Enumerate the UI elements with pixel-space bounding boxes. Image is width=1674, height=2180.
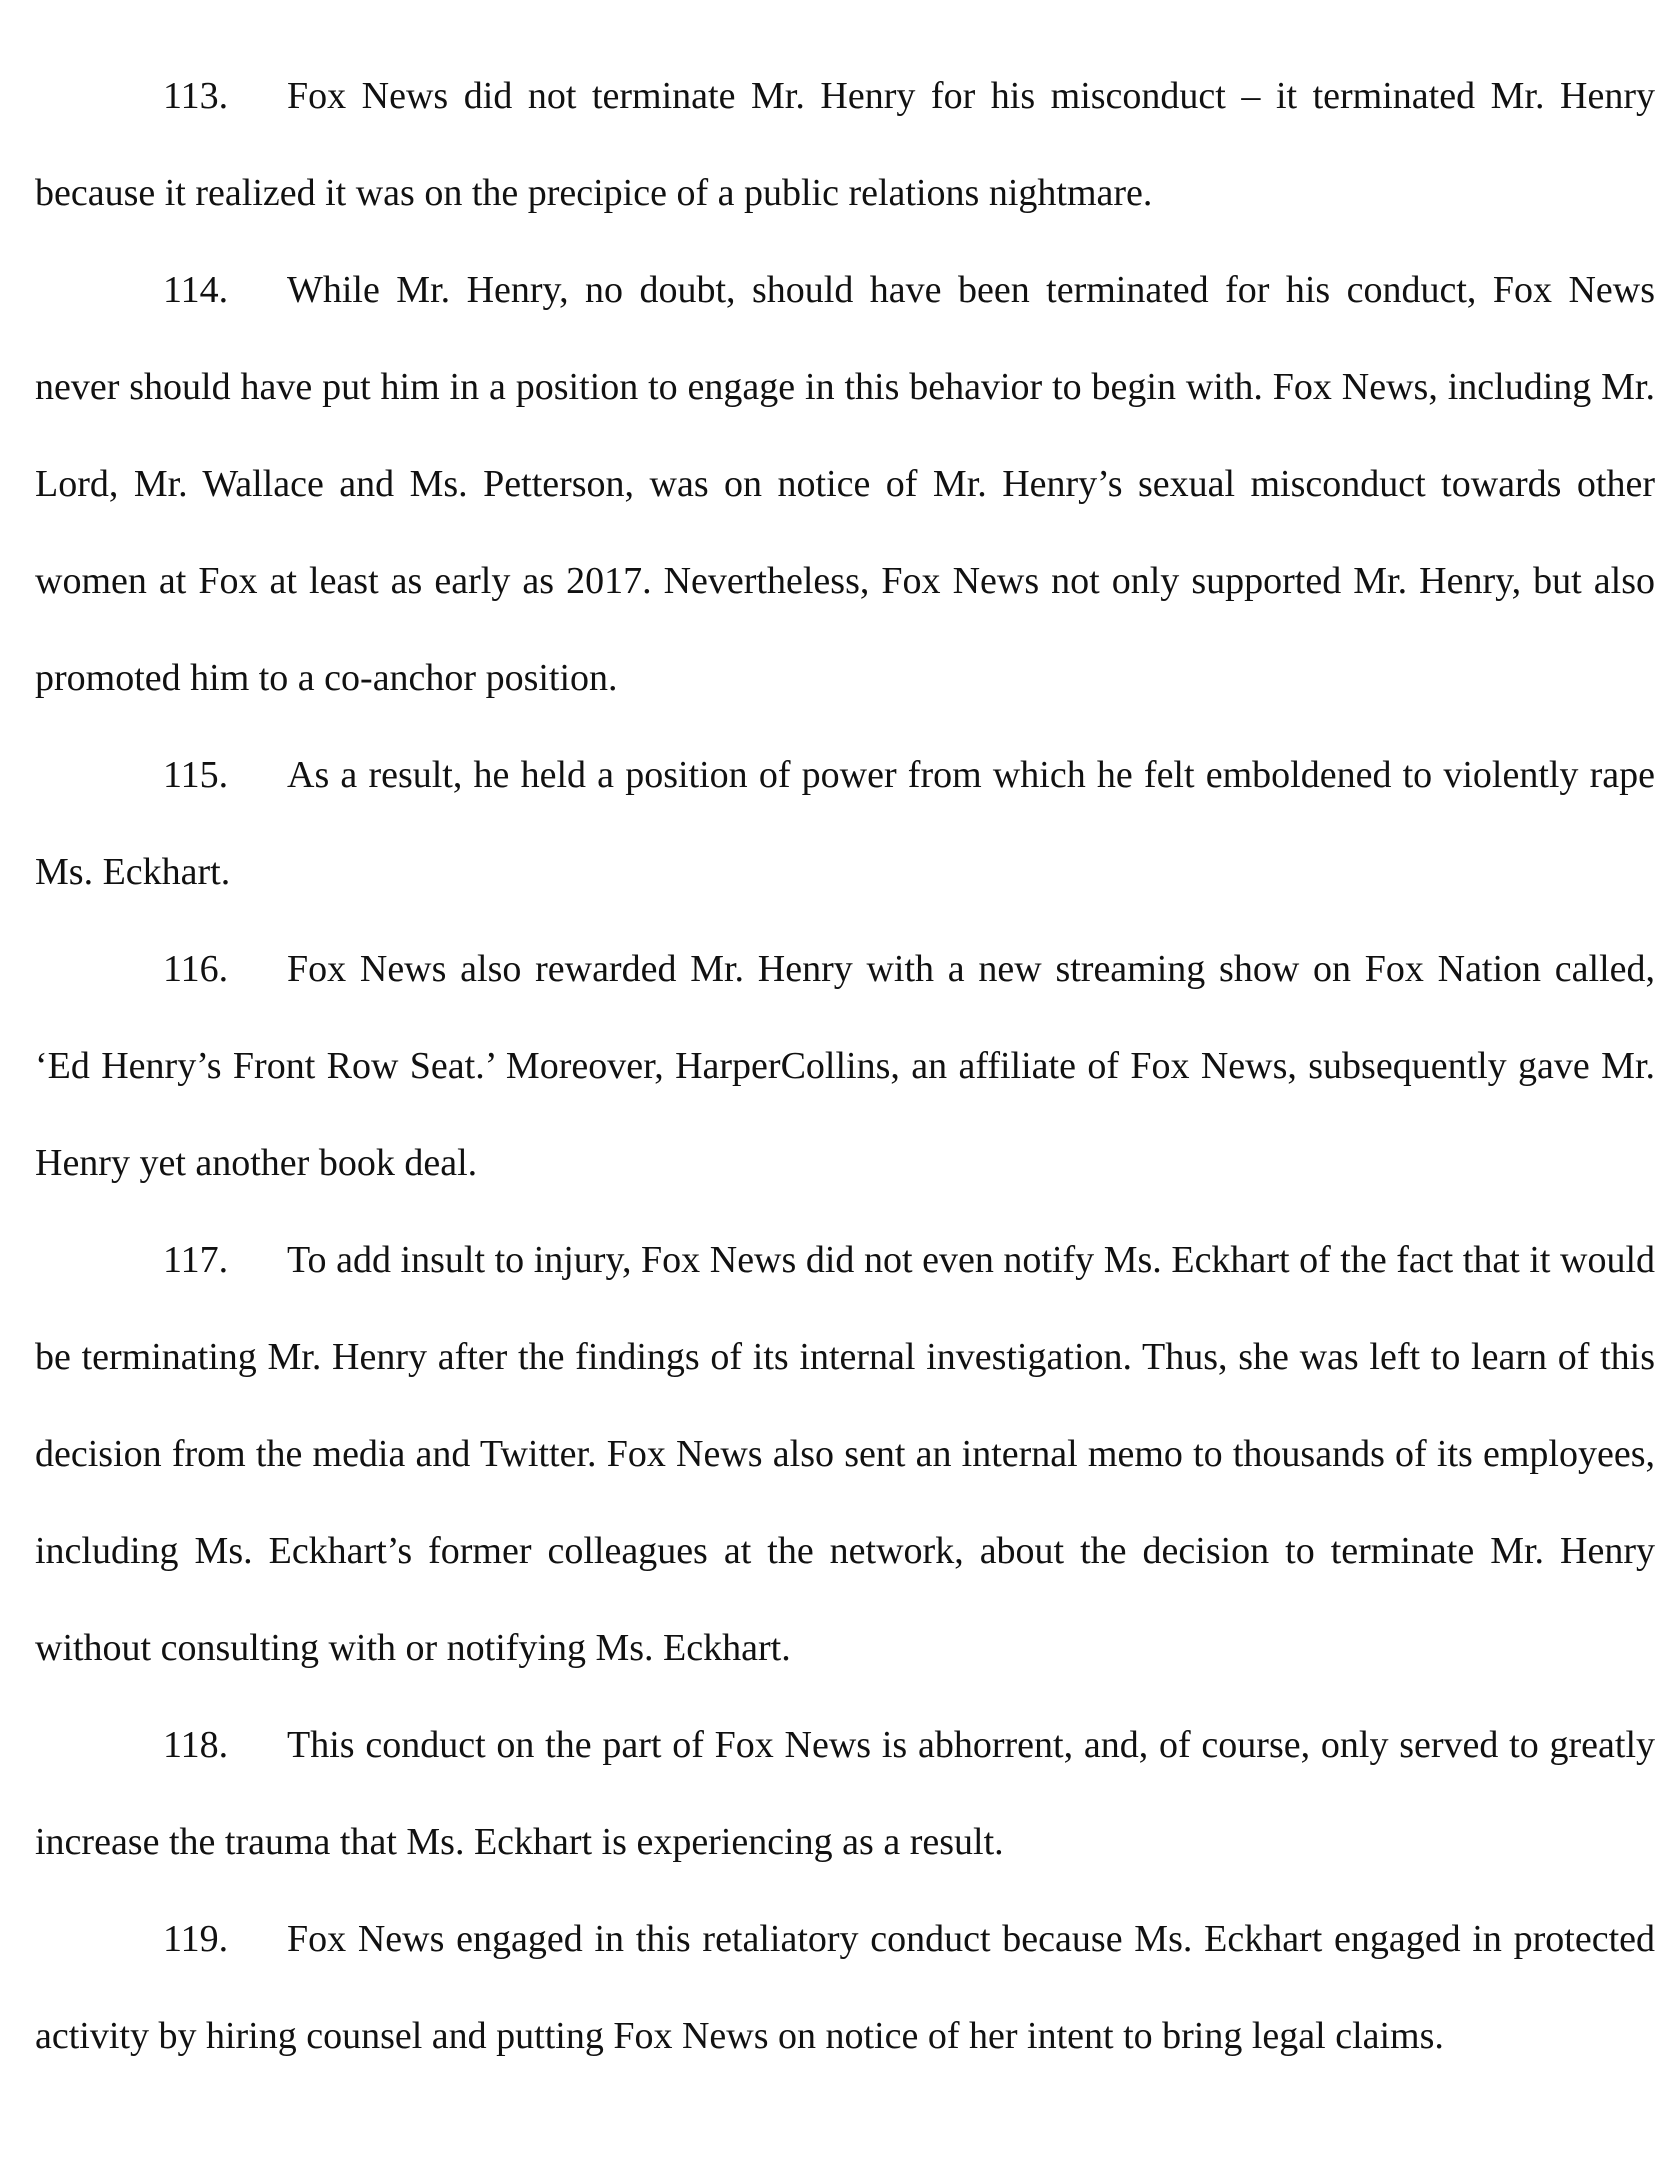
paragraph-text: While Mr. Henry, no doubt, should have been terminated for his conduct, Fox News never should have put him in a position to engage in this behavior to begin with. Fox News, including Mr. Lord, Mr. Wallace and Ms. Petterson, was on notice of Mr. Henry’s sexual misconduct towards other women at Fox at least as early as 2017. Nevertheless, Fox News not only supported Mr. Henry, but also promoted him to a co-anchor position. [35,269,1655,699]
paragraph-119 [35,1891,1655,2085]
paragraph-number: 113. [163,75,229,117]
paragraph-text: Fox News also rewarded Mr. Henry with a new streaming show on Fox Nation called, ‘Ed Henry’s Front Row Seat.’ Moreover, HarperCollins, an affiliate of Fox News, subsequently gave Mr. Henry yet another book deal. [35,948,1655,1184]
paragraph-text: To add insult to injury, Fox News did not even notify Ms. Eckhart of the fact that it would be terminating Mr. Henry after the findings of its internal investigation. Thus, she was left to learn of this decision from the media and Twitter. Fox News also sent an internal memo to thousands of its employees, including Ms. Eckhart’s former colleagues at the network, about the decision to terminate Mr. Henry without consulting with or notifying Ms. Eckhart. [35,1239,1655,1669]
paragraph-number: 117. [163,1239,229,1281]
paragraph-118 [35,1697,1655,1891]
document-page [35,48,1655,2085]
paragraph-number: 118. [163,1724,229,1766]
paragraph-text: Fox News did not terminate Mr. Henry for his misconduct – it terminated Mr. Henry because it realized it was on the precipice of a public relations nightmare. [35,75,1655,214]
paragraph-116 [35,921,1655,1212]
paragraph-115 [35,727,1655,921]
paragraph-text: As a result, he held a position of power from which he felt emboldened to violently rape Ms. Eckhart. [35,754,1655,893]
paragraph-117 [35,1212,1655,1697]
paragraph-number: 114. [163,269,229,311]
paragraph-number: 116. [163,948,229,990]
paragraph-text: Fox News engaged in this retaliatory conduct because Ms. Eckhart engaged in protected activity by hiring counsel and putting Fox News on notice of her intent to bring legal claims. [35,1918,1655,2057]
paragraph-text: This conduct on the part of Fox News is abhorrent, and, of course, only served to greatly increase the trauma that Ms. Eckhart is experiencing as a result. [35,1724,1655,1863]
paragraph-number: 115. [163,754,229,796]
paragraph-number: 119. [163,1918,229,1960]
paragraph-113 [35,48,1655,242]
paragraph-114 [35,242,1655,727]
